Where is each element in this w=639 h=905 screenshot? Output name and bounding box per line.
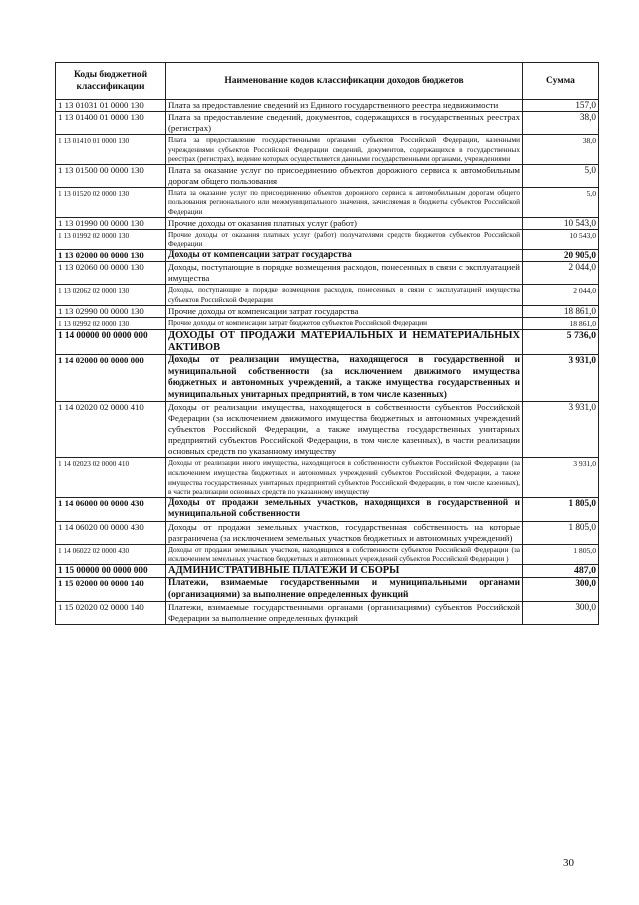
row-name: Платежи, взимаемые государственными и муниципальными органами (организациями) за выполнение определенных функций (166, 578, 523, 602)
row-code: 1 15 02000 00 0000 140 (56, 578, 166, 602)
row-code: 1 13 01031 01 0000 130 (56, 100, 166, 112)
row-sum: 3 931,0 (523, 354, 599, 401)
table-row (56, 578, 599, 602)
row-sum: 300,0 (523, 602, 599, 625)
row-code: 1 13 01992 02 0000 130 (56, 229, 166, 249)
row-code: 1 13 01520 02 0000 130 (56, 187, 166, 217)
row-code: 1 14 06000 00 0000 430 (56, 497, 166, 521)
table-row (56, 285, 599, 305)
table-row (56, 497, 599, 521)
table-row (56, 458, 599, 497)
table-row (56, 135, 599, 165)
row-name: Плата за оказание услуг по присоединению объектов дорожного сервиса к автомобильным дорогам общего пользования (166, 164, 523, 187)
row-name: Прочие доходы от компенсации затрат бюджетов субъектов Российской Федерации (166, 317, 523, 329)
table-row (56, 602, 599, 625)
row-code: 1 13 01410 01 0000 130 (56, 135, 166, 165)
row-name: Доходы от компенсации затрат государства (166, 249, 523, 262)
row-name: Доходы от продажи земельных участков, находящихся в собственности субъектов Российской Федерации (за исключением земельных участков бюджетных и автономных учреждений субъектов Российской Федерации ) (166, 544, 523, 564)
row-name: Доходы от реализации имущества, находящегося в государственной и муниципальной собственности (за исключением движимого имущества бюджетных и автономных учреждений, а также имущества государственных и муниципальных унитарных предприятий, в том числе казенных) (166, 354, 523, 401)
row-name: Платежи, взимаемые государственными органами (организациями) субъектов Российской Федерации за выполнение определенных функций (166, 602, 523, 625)
row-sum: 20 905,0 (523, 249, 599, 262)
row-sum: 157,0 (523, 100, 599, 112)
table-row (56, 262, 599, 285)
row-name: Прочие доходы от оказания платных услуг (работ) получателями средств бюджетов субъектов Российской Федерации (166, 229, 523, 249)
row-name: Доходы от продажи земельных участков, находящихся в государственной и муниципальной собственности (166, 497, 523, 521)
table-row (56, 217, 599, 229)
row-code: 1 15 00000 00 0000 000 (56, 565, 166, 578)
row-sum: 2 044,0 (523, 285, 599, 305)
row-sum: 18 861,0 (523, 317, 599, 329)
header-name: Наименование кодов классификации доходов бюджетов (166, 63, 523, 100)
row-sum: 3 931,0 (523, 458, 599, 497)
row-name: Доходы от реализации имущества, находящегося в собственности субъектов Российской Федерации (за исключением движимого имущества бюджетных и автономных учреждений субъектов Российской Федерации, а также имущества государственных унитарных предприятий субъектов Российской Федерации, в том числе казенных), в части реализации основных средств по указанному имуществу (166, 402, 523, 458)
row-sum: 1 805,0 (523, 521, 599, 544)
row-name: Плата за предоставление государственными органами субъектов Российской Федерации, казенными учреждениями субъектов Российской Федерации сведений, документов, содержащихся в государственных реестрах (регистрах), ведение которых осуществляется данными государственными органами, учреждениями (166, 135, 523, 165)
table-row (56, 402, 599, 458)
row-sum: 38,0 (523, 112, 599, 135)
row-name: Доходы, поступающие в порядке возмещения расходов, понесенных в связи с эксплуатацией имущества (166, 262, 523, 285)
row-code: 1 13 01990 00 0000 130 (56, 217, 166, 229)
row-name: Прочие доходы от оказания платных услуг (работ) (166, 217, 523, 229)
row-name: Плата за оказание услуг по присоединению объектов дорожного сервиса к автомобильным дорогам общего пользования регионального или межмуниципального значения, зачисляемая в бюджеты субъектов Российской Федерации (166, 187, 523, 217)
row-name: Плата за предоставление сведений из Единого государственного реестра недвижимости (166, 100, 523, 112)
row-code: 1 14 06022 02 0000 430 (56, 544, 166, 564)
table-row (56, 164, 599, 187)
header-sum: Сумма (523, 63, 599, 100)
table-row (56, 565, 599, 578)
row-sum: 5,0 (523, 187, 599, 217)
table-body (56, 100, 599, 625)
budget-income-table (55, 62, 599, 625)
page-number: 30 (563, 857, 574, 869)
row-code: 1 13 01500 00 0000 130 (56, 164, 166, 187)
row-sum: 1 805,0 (523, 544, 599, 564)
row-name: ДОХОДЫ ОТ ПРОДАЖИ МАТЕРИАЛЬНЫХ И НЕМАТЕРИАЛЬНЫХ АКТИВОВ (166, 329, 523, 354)
row-sum: 5,0 (523, 164, 599, 187)
row-code: 1 14 02023 02 0000 410 (56, 458, 166, 497)
row-name: Плата за предоставление сведений, документов, содержащихся в государственных реестрах (регистрах) (166, 112, 523, 135)
row-name: АДМИНИСТРАТИВНЫЕ ПЛАТЕЖИ И СБОРЫ (166, 565, 523, 578)
row-code: 1 13 02060 00 0000 130 (56, 262, 166, 285)
row-sum: 10 543,0 (523, 217, 599, 229)
row-code: 1 13 02000 00 0000 130 (56, 249, 166, 262)
row-sum: 38,0 (523, 135, 599, 165)
row-code: 1 14 00000 00 0000 000 (56, 329, 166, 354)
row-code: 1 13 01400 01 0000 130 (56, 112, 166, 135)
table-row (56, 112, 599, 135)
row-code: 1 13 02062 02 0000 130 (56, 285, 166, 305)
table-row (56, 305, 599, 317)
table-row (56, 354, 599, 401)
row-sum: 3 931,0 (523, 402, 599, 458)
table-row (56, 521, 599, 544)
row-code: 1 14 02000 00 0000 000 (56, 354, 166, 401)
row-code: 1 13 02992 02 0000 130 (56, 317, 166, 329)
row-name: Доходы от реализации иного имущества, находящегося в собственности субъектов Российской Федерации (за исключением имущества бюджетных и автономных учреждений субъектов Российской Федерации, а также имущества государственных унитарных предприятий субъектов Российской Федерации, в том числе казенных), в части реализации основных средств по указанному имуществу (166, 458, 523, 497)
table-row (56, 229, 599, 249)
table-row (56, 187, 599, 217)
table-row (56, 100, 599, 112)
row-code: 1 14 02020 02 0000 410 (56, 402, 166, 458)
row-sum: 2 044,0 (523, 262, 599, 285)
row-sum: 10 543,0 (523, 229, 599, 249)
table-row (56, 544, 599, 564)
table-header-row (56, 63, 599, 100)
row-code: 1 13 02990 00 0000 130 (56, 305, 166, 317)
row-name: Доходы, поступающие в порядке возмещения расходов, понесенных в связи с эксплуатацией имущества субъектов Российской Федерации (166, 285, 523, 305)
row-sum: 1 805,0 (523, 497, 599, 521)
row-name: Прочие доходы от компенсации затрат государства (166, 305, 523, 317)
row-sum: 487,0 (523, 565, 599, 578)
table-row (56, 249, 599, 262)
row-name: Доходы от продажи земельных участков, государственная собственность на которые разграничена (за исключением земельных участков бюджетных и автономных учреждений) (166, 521, 523, 544)
header-codes: Коды бюджетной классификации (56, 63, 166, 100)
row-sum: 300,0 (523, 578, 599, 602)
table-row (56, 317, 599, 329)
row-sum: 5 736,0 (523, 329, 599, 354)
row-code: 1 15 02020 02 0000 140 (56, 602, 166, 625)
table-row (56, 329, 599, 354)
row-code: 1 14 06020 00 0000 430 (56, 521, 166, 544)
row-sum: 18 861,0 (523, 305, 599, 317)
